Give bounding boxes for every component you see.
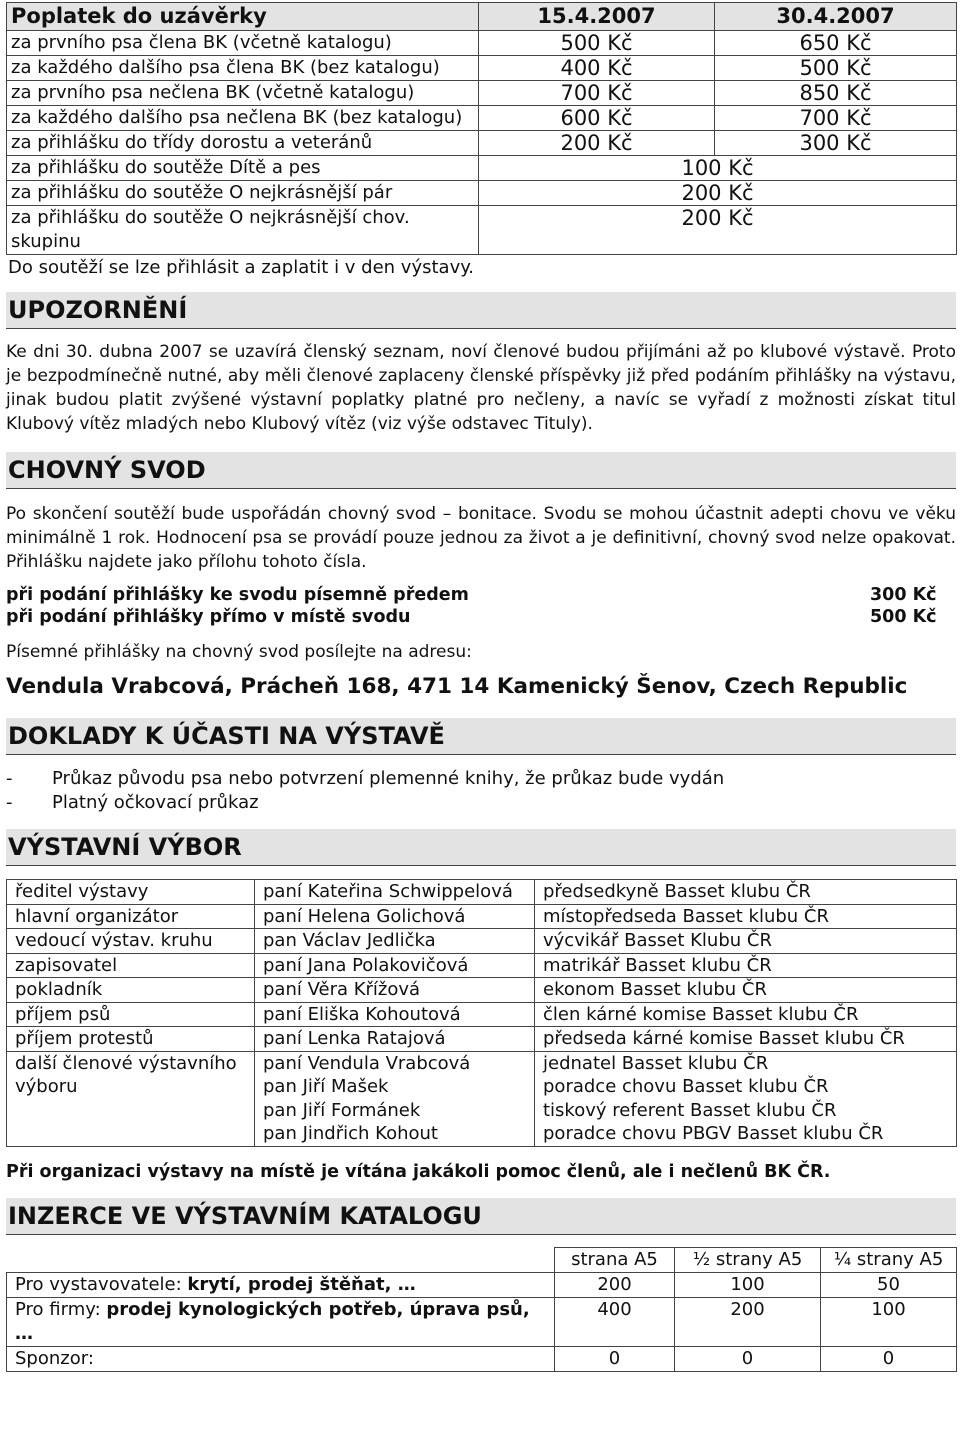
breeding-fees: [6, 584, 956, 628]
table-row: [7, 181, 957, 206]
table-row: [7, 56, 957, 81]
table-row: vedoucí výstav. kruhu pan Václav Jedlička výcvikář Basset Klubu ČR: [7, 929, 957, 954]
fee-value-early: 500 Kč: [479, 31, 715, 56]
warning-heading: UPOZORNĚNÍ: [6, 292, 956, 329]
fee-label: za každého dalšího psa nečlena BK (bez katalogu): [7, 106, 479, 131]
breeding-fee-row: [6, 584, 956, 606]
documents-heading: DOKLADY K ÚČASTI NA VÝSTAVĚ: [6, 718, 956, 755]
table-row: Pro vystavovatele: krytí, prodej štěňat, … 200 100 50: [7, 1272, 957, 1297]
table-row: pokladník paní Věra Křížová ekonom Basset klubu ČR: [7, 978, 957, 1003]
fee-value: 100 Kč: [479, 156, 957, 181]
table-row: [7, 81, 957, 106]
breeding-fee-row: [6, 606, 956, 628]
fees-header-row: [7, 3, 957, 31]
fee-label: za přihlášku do soutěže O nejkrásnější chov. skupinu: [7, 206, 479, 255]
table-row: příjem psů paní Eliška Kohoutová člen kárné komise Basset klubu ČR: [7, 1002, 957, 1027]
ads-table: [6, 1247, 957, 1372]
table-row: zapisovatel paní Jana Polakovičová matrikář Basset klubu ČR: [7, 953, 957, 978]
breeding-fee-value: 500 Kč: [870, 607, 937, 627]
fee-value-early: 200 Kč: [479, 131, 715, 156]
breeding-fee-label: při podání přihlášky ke svodu písemně předem: [6, 585, 469, 605]
fee-value-early: 700 Kč: [479, 81, 715, 106]
column-header: ½ strany A5: [675, 1247, 821, 1272]
list-item: - Průkaz původu psa nebo potvrzení plemenné knihy, že průkaz bude vydán: [6, 768, 725, 789]
table-row: [7, 106, 957, 131]
fee-value-late: 500 Kč: [715, 56, 957, 81]
column-header: ¼ strany A5: [821, 1247, 957, 1272]
fee-value-late: 300 Kč: [715, 131, 957, 156]
breeding-text: Po skončení soutěží bude uspořádán chovný svod – bonitace. Svodu se mohou účastnit adepti chovu ve věku minimálně 1 rok. Hodnocení psa se provádí pouze jednou za život a je definitivní, chovný svod nelze opakovat. Přihlášku najdete jako přílohu tohoto čísla.: [6, 504, 956, 572]
fee-label: za prvního psa člena BK (včetně katalogu): [7, 31, 479, 56]
fee-value-late: 850 Kč: [715, 81, 957, 106]
committee-heading: VÝSTAVNÍ VÝBOR: [6, 829, 956, 866]
closing-note: Při organizaci výstavy na místě je vítána jakákoli pomoc členů, ale i nečlenů BK ČR.: [6, 1161, 831, 1182]
fees-header-label: Poplatek do uzávěrky: [7, 3, 479, 31]
table-row: [7, 156, 957, 181]
column-header: strana A5: [555, 1247, 675, 1272]
table-row: [7, 206, 957, 255]
table-row: [7, 131, 957, 156]
fees-header-date2: 30.4.2007: [715, 3, 957, 31]
list-item: - Platný očkovací průkaz: [6, 792, 259, 813]
fee-value-late: 700 Kč: [715, 106, 957, 131]
document-page: [6, 2, 956, 1372]
fee-label: za přihlášku do soutěže O nejkrásnější pár: [7, 181, 479, 206]
table-row: [7, 31, 957, 56]
address-intro: Písemné přihlášky na chovný svod posílejte na adresu:: [6, 642, 472, 662]
breeding-fee-label: při podání přihlášky přímo v místě svodu: [6, 607, 411, 627]
fees-table: [6, 2, 957, 255]
fee-label: za přihlášku do soutěže Dítě a pes: [7, 156, 479, 181]
breeding-heading: CHOVNÝ SVOD: [6, 452, 956, 489]
fee-value: 200 Kč: [479, 206, 957, 255]
fees-note: Do soutěží se lze přihlásit a zaplatit i v den výstavy.: [8, 257, 475, 278]
fees-header-date1: 15.4.2007: [479, 3, 715, 31]
ads-header-row: [7, 1247, 957, 1272]
breeding-fee-value: 300 Kč: [870, 585, 937, 605]
table-row: další členové výstavního výboru paní Vendula Vrabcová pan Jiří Mašek pan Jiří Formánek pan Jindřich Kohout jednatel Basset klubu ČR poradce chovu Basset klubu ČR tiskový referent Basset klubu ČR poradce chovu PBGV Basset klubu ČR: [7, 1051, 957, 1146]
committee-table: [6, 879, 957, 1147]
fee-value-early: 400 Kč: [479, 56, 715, 81]
table-row: hlavní organizátor paní Helena Golichová místopředseda Basset klubu ČR: [7, 904, 957, 929]
fee-label: za přihlášku do třídy dorostu a veteránů: [7, 131, 479, 156]
ads-heading: INZERCE VE VÝSTAVNÍM KATALOGU: [6, 1198, 956, 1235]
table-row: Sponzor: 0 0 0: [7, 1346, 957, 1371]
postal-address: Vendula Vrabcová, Prácheň 168, 471 14 Kamenický Šenov, Czech Republic: [6, 674, 908, 699]
table-row: příjem protestů paní Lenka Ratajová předseda kárné komise Basset klubu ČR: [7, 1027, 957, 1052]
warning-text: Ke dni 30. dubna 2007 se uzavírá členský seznam, noví členové budou přijímáni až po klubové výstavě. Proto je bezpodmínečně nutné, aby měli členové zaplaceny členské příspěvky již před podáním přihlášky na výstavu, jinak budou platit zvýšené výstavní poplatky platné pro nečleny, a navíc se vyřadí z možnosti získat titul Klubový vítěz mladých nebo Klubový vítěz (viz výše odstavec Tituly).: [6, 342, 956, 434]
fee-label: za každého dalšího psa člena BK (bez katalogu): [7, 56, 479, 81]
fee-value-early: 600 Kč: [479, 106, 715, 131]
fee-label: za prvního psa nečlena BK (včetně katalogu): [7, 81, 479, 106]
documents-list: [6, 767, 956, 815]
fee-value-late: 650 Kč: [715, 31, 957, 56]
table-row: ředitel výstavy paní Kateřina Schwippelová předsedkyně Basset klubu ČR: [7, 880, 957, 905]
fee-value: 200 Kč: [479, 181, 957, 206]
table-row: Pro firmy: prodej kynologických potřeb, úprava psů, … 400 200 100: [7, 1297, 957, 1346]
